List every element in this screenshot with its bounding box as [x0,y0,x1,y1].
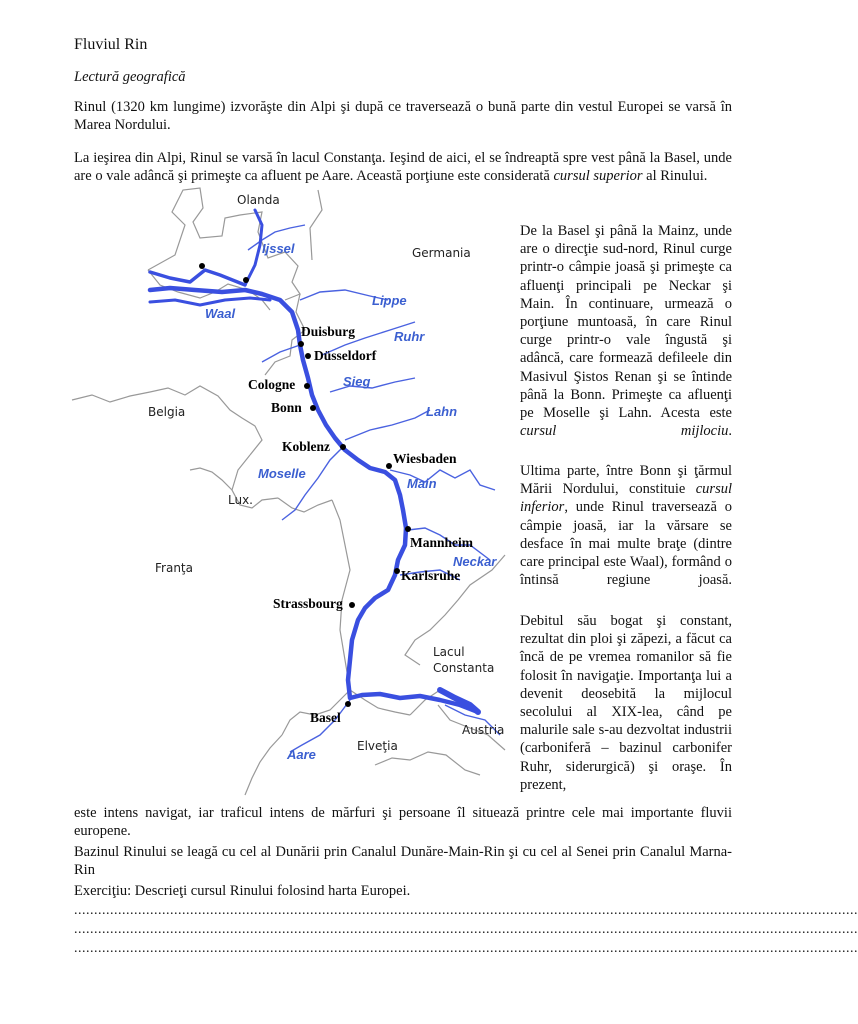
answer-line-3[interactable]: .................................................................................................................................................................................................... [74,941,858,956]
upper-course-end: al Rinului. [646,168,708,184]
label-duisburg: Duisburg [301,324,356,339]
city-dot-wiesbaden [386,463,392,469]
paragraph-importance-continued: este intens navigat, iar traficul intens de mărfuri şi persoane îl situează printre cele mai importante fluvii europene. [74,805,732,839]
label-strassbourg: Strassbourg [273,596,343,611]
label-wiesbaden: Wiesbaden [393,451,457,466]
answer-line-1[interactable]: .................................................................................................................................................................................................... [74,903,858,918]
city-dot-mannheim [405,526,411,532]
label-main: Main [407,476,437,491]
city-dot-duisburg [298,341,304,347]
lower-course-term: cursul inferior [520,481,732,516]
city-dot-dusseldorf [305,353,311,359]
label-waal: Waal [205,306,236,321]
city-dot-karlsruhe [394,568,400,574]
country-labels [148,193,504,753]
label-mannheim: Mannheim [410,535,474,550]
label-franta: Franţa [155,561,193,575]
upper-course-term: cursul superior [553,168,643,184]
label-belgia: Belgia [148,405,186,419]
label-lake-line2: Constanta [433,661,495,675]
label-elvetia: Elveţia [357,739,398,753]
paragraph-upper-text: La ieşirea din Alpi, Rinul se varsă în lacul Constanţa. Ieşind de aici, el se îndreaptă spre vest până la Basel, unde are o vale adâncă şi primeşte ca afluent pe Aare. Această porţiune este considerată [74,150,732,184]
label-karlsruhe: Karlsruhe [401,568,461,583]
label-neckar: Neckar [453,554,497,569]
label-lahn: Lahn [426,404,458,419]
label-dusseldorf: Düsseldorf [314,348,377,363]
lower-course-text-b: , unde Rinul traversează o câmpie joasă, iar la vărsare se desface în mai multe braţe (dintre care principal este Waal), formând o întinsă regiune joasă. [520,499,732,589]
city-dot-koblenz [340,444,346,450]
label-ruhr: Ruhr [394,329,425,344]
country-borders [72,188,505,795]
exercise-prompt: Exerciţiu: Descrieţi cursul Rinului folosind harta Europei. [74,883,411,899]
middle-course-term: cursul mijlociu [520,423,729,440]
middle-course-text: De la Basel şi până la Mainz, unde are o direcţie sud-nord, Rinul curge printr-o câmpie joasă şi primeşte ca afluenţi principali pe Neckar şi Main. În continuare, urmează o porţiune muntoasă, în care Rinul curge printr-o vale îngustă şi adâncă, care formează defileele din Masivul Şistos Renan şi se întinde până la Bonn. Primeşte ca afluenţi pe Moselle şi Lahn. Acesta este [520,223,732,422]
label-bonn: Bonn [271,400,302,415]
middle-course-end: . [728,423,732,440]
city-dot [199,263,205,269]
city-dot [243,277,249,283]
label-aare: Aare [287,747,316,762]
label-koblenz: Koblenz [282,439,331,454]
label-moselle: Moselle [258,466,306,481]
city-dot-strassbourg [349,602,355,608]
paragraph-intro: Rinul (1320 km lungime) izvorăşte din Alpi şi după ce traversează o bună parte din vestul Europei se varsă în Marea Nordului. [74,99,732,133]
city-dot-cologne [304,383,310,389]
paragraph-canals: Bazinul Rinului se leagă cu cel al Dunării prin Canalul Dunăre-Main-Rin şi cu cel al Senei prin Canalul Marna-Rin [74,844,732,878]
lower-course-text-a: Ultima parte, între Bonn şi ţărmul Mării Nordului, constituie [520,463,732,498]
answer-line-2[interactable]: .................................................................................................................................................................................................... [74,922,858,937]
document-title: Fluviul Rin [74,36,148,53]
label-lux: Lux. [228,493,253,507]
label-austria: Austria [462,723,505,737]
label-olanda: Olanda [237,193,280,207]
label-cologne: Cologne [248,377,296,392]
paragraph-middle-course [520,222,732,440]
label-lippe: Lippe [372,293,407,308]
label-germania: Germania [412,246,471,260]
label-sieg: Sieg [343,374,371,389]
paragraph-lower-course [520,462,732,589]
city-dot-bonn [310,405,316,411]
paragraph-importance: Debitul său bogat şi constant, rezultat din ploi şi zăpezi, a făcut ca încă de pe vremea romanilor să fie folosit în navigaţie. Importanţa lui a devenit deosebită la mijlocul secolului al XIX-lea, când pe malurile sale s-au dezvoltat industrii (carboniferă – bazinul carbonifer Ruhr, siderurgică) şi oraşe. În prezent, [520,613,732,793]
label-lake-line1: Lacul [433,645,465,659]
label-basel: Basel [310,710,341,725]
city-dot-basel [345,701,351,707]
document-subtitle: Lectură geografică [74,69,186,85]
label-ijssel: Ijssel [262,241,295,256]
